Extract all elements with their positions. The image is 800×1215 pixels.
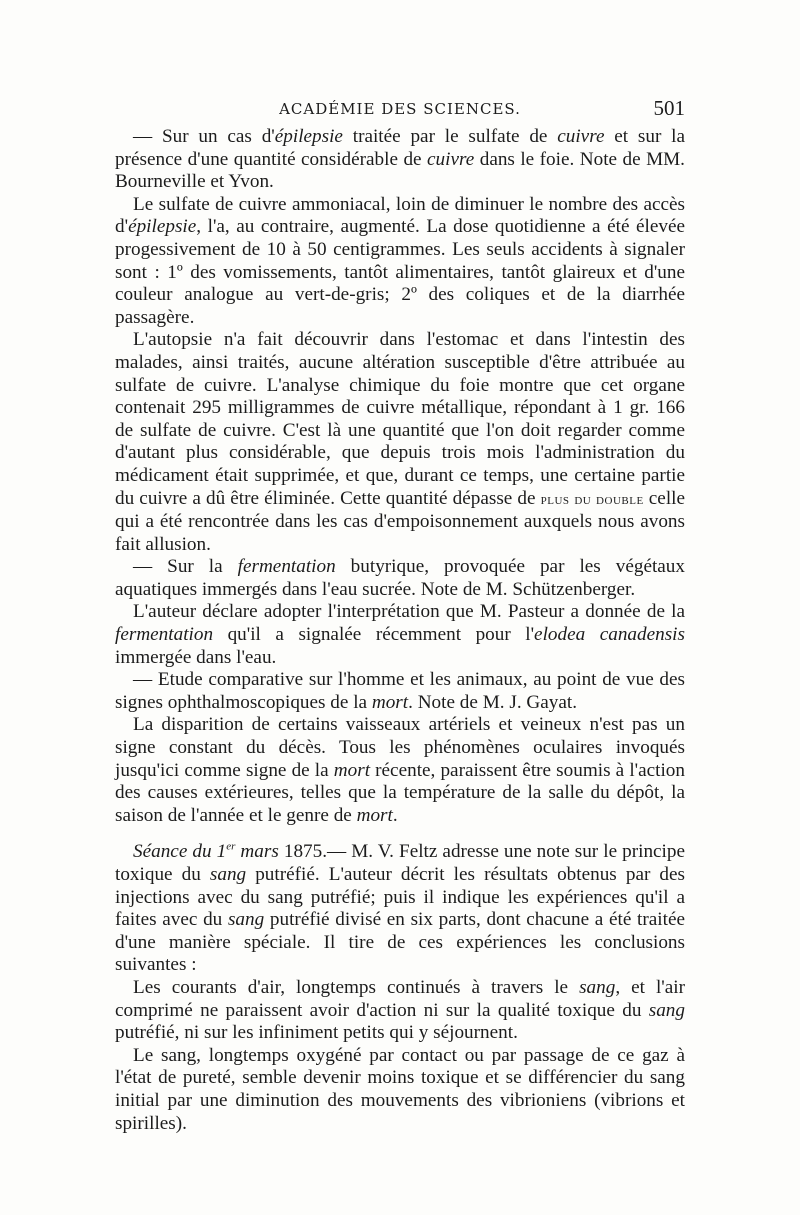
running-title: ACADÉMIE DES SCIENCES. <box>279 100 521 118</box>
paragraph-ophthalmoscopic-note-title: — Etude comparative sur l'homme et les animaux, au point de vue des signes ophthalmoscopiques de la mort. Note de M. J. Gayat. <box>115 669 685 713</box>
paragraph-pasteur-interpretation: L'auteur déclare adopter l'interprétation que M. Pasteur a donnée de la fermentation qu'il a signalée récemment pour l'elodea canadensis immergée dans l'eau. <box>115 601 685 668</box>
paragraph-seance-march-1: Séance du 1er mars 1875.— M. V. Feltz adresse une note sur le principe toxique du sang putréfié. L'auteur décrit les résultats obtenus par des injections avec du sang putréfié; puis il indique les expériences qu'il a faites avec du sang putréfié divisé en six parts, dont chacune a été traitée d'une manière spéciale. Il tire de ces expériences les conclusions suivantes : <box>115 841 685 976</box>
paragraph-fermentation-note-title: — Sur la fermentation butyrique, provoquée par les végétaux aquatiques immergés dans l'eau sucrée. Note de M. Schützenberger. <box>115 556 685 600</box>
paragraph-autopsy: L'autopsie n'a fait découvrir dans l'estomac et dans l'intestin des malades, ainsi traités, aucune altération susceptible d'être attribuée au sulfate de cuivre. L'analyse chimique du foie montre que cet organe contenait 295 milligrammes de cuivre métallique, répondant à 1 gr. 166 de sulfate de cuivre. C'est là une quantité que l'on doit regarder comme d'autant plus considérable, que depuis trois mois l'administration du médicament était supprimée, et que, durant ce temps, une certaine partie du cuivre a dû être éliminée. Cette quantité dépasse de plus du double celle qui a été rencontrée dans les cas d'empoisonnement auxquels nous avons fait allusion. <box>115 329 685 555</box>
page-number: 501 <box>653 96 685 120</box>
paragraph-vessels-disappearance: La disparition de certains vaisseaux artériels et veineux n'est pas un signe constant du décès. Tous les phénomènes oculaires invoqués jusqu'ici comme signe de la mort récente, paraissent être soumis à l'action des causes extérieures, telles que la température de la salle du dépôt, la saison de l'année et le genre de mort. <box>115 714 685 826</box>
paragraph-air-currents: Les courants d'air, longtemps continués à travers le sang, et l'air comprimé ne paraissent avoir d'action ni sur la qualité toxique du sang putréfié, ni sur les infiniment petits qui y séjournent. <box>115 976 685 1044</box>
body-text <box>115 126 685 1135</box>
running-header <box>115 98 685 124</box>
paragraph-oxygenated-blood: Le sang, longtemps oxygéné par contact ou par passage de ce gaz à l'état de pureté, semble devenir moins toxique et se différencier du sang initial par une diminution des mouvements des vibrioniens (vibrions et spirilles). <box>115 1044 685 1134</box>
paragraph-epilepsy-note-title: — Sur un cas d'épilepsie traitée par le sulfate de cuivre et sur la présence d'une quantité considérable de cuivre dans le foie. Note de MM. Bourneville et Yvon. <box>115 126 685 193</box>
paragraph-epilepsy-dose: Le sulfate de cuivre ammoniacal, loin de diminuer le nombre des accès d'épilepsie, l'a, au contraire, augmenté. La dose quotidienne a été élevée progessivement de 10 à 50 centigrammes. Les seuls accidents à signaler sont : 1º des vomissements, tantôt alimentaires, tantôt glaireux et d'une couleur analogue au vert-de-gris; 2º des coliques et de la diarrhée passagère. <box>115 193 685 328</box>
